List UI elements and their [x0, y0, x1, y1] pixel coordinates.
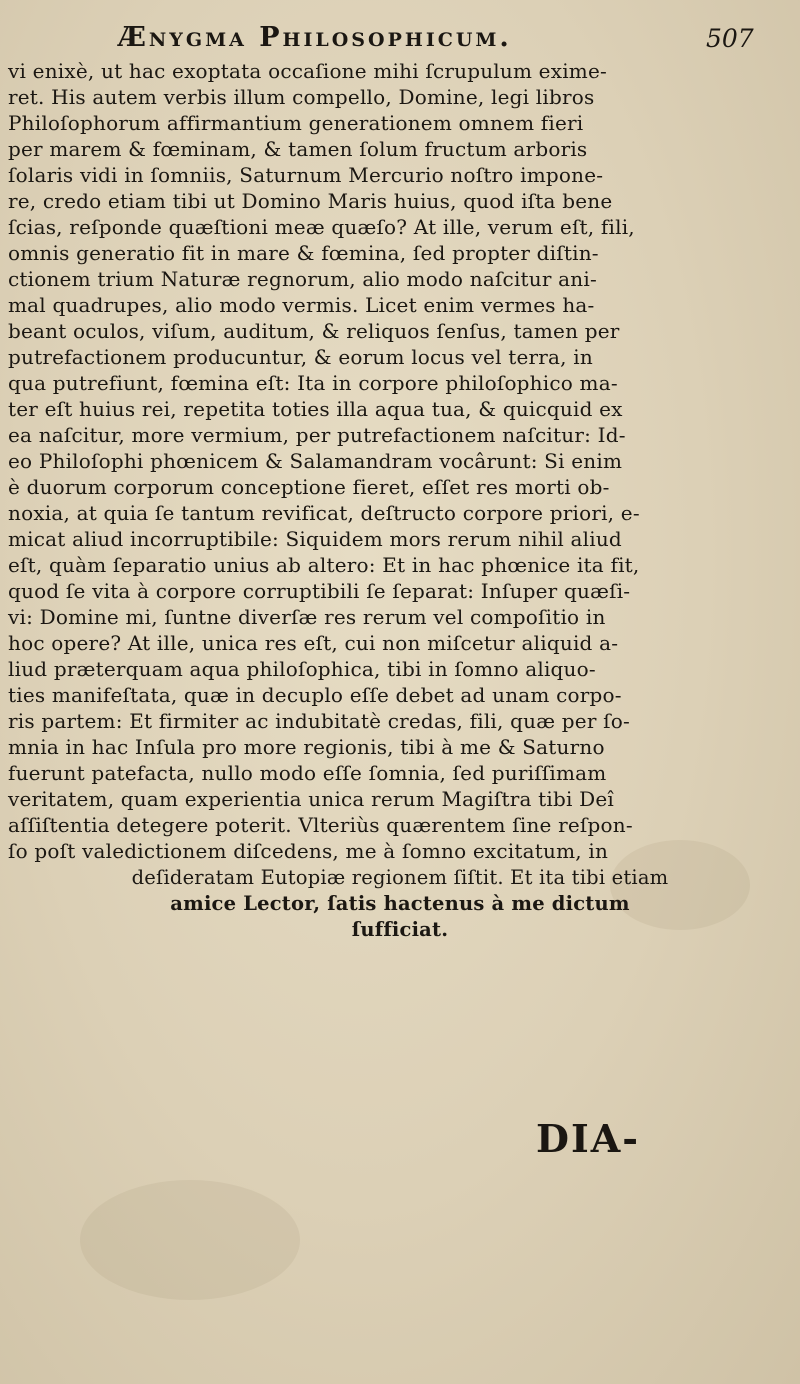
text-line: amice Lector, ſatis hactenus à me dictum	[170, 891, 630, 915]
text-line: ctionem trium Naturæ regnorum, alio modo naſcitur ani-	[8, 267, 597, 291]
text-line: vi enixè, ut hac exoptata occaſione mihi ſcrupulum exime-	[8, 59, 607, 83]
text-line: ea naſcitur, more vermium, per putrefactionem naſcitur: Id-	[8, 423, 626, 447]
text-line: mal quadrupes, alio modo vermis. Licet enim vermes ha-	[8, 293, 595, 317]
catchword: DIA-	[536, 1116, 640, 1161]
page-number: 507	[706, 24, 754, 53]
text-line: re, credo etiam tibi ut Domino Maris huius, quod iſta bene	[8, 189, 613, 213]
text-line: micat aliud incorruptibile: Siquidem mors rerum nihil aliud	[8, 527, 622, 551]
text-line: qua putrefiunt, fœmina eſt: Ita in corpore philoſophico ma-	[8, 371, 618, 395]
text-line: vi: Domine mi, ſuntne diverſæ res rerum vel compoſitio in	[8, 605, 606, 629]
text-line: deſideratam Eutopiæ regionem ſiſtit. Et ita tibi etiam	[131, 865, 669, 889]
text-line: ties manifeſtata, quæ in decuplo eſſe debet ad unam corpo-	[8, 683, 622, 707]
text-line: eſt, quàm ſeparatio unius ab altero: Et in hac phœnice ita fit,	[8, 553, 640, 577]
text-line: aſſiſtentia detegere poterit. Vlteriùs quærentem ſine reſpon-	[8, 813, 633, 837]
text-line: ſolaris vidi in ſomniis, Saturnum Mercurio noſtro impone-	[8, 163, 604, 187]
running-head: Ænygma Philosophicum.	[118, 22, 512, 53]
text-line: ris partem: Et firmiter ac indubitatè credas, fili, quæ per ſo-	[8, 709, 630, 733]
text-line: ſo poſt valedictionem diſcedens, me à ſomno excitatum, in	[8, 839, 609, 863]
text-line: putrefactionem producuntur, & eorum locus vel terra, in	[8, 345, 593, 369]
text-line: è duorum corporum conceptione fieret, eſſet res morti ob-	[8, 475, 610, 499]
page-header	[0, 20, 800, 60]
text-line: eo Philoſophi phœnicem & Salamandram vocârunt: Si enim	[8, 449, 623, 473]
text-line: per marem & fœminam, & tamen ſolum fructum arboris	[8, 137, 588, 161]
paper-stain	[80, 1180, 300, 1300]
text-line: liud præterquam aqua philoſophica, tibi in ſomno aliquo-	[8, 657, 596, 681]
text-line: ret. His autem verbis illum compello, Domine, legi libros	[8, 85, 595, 109]
text-line: hoc opere? At ille, unica res eſt, cui non miſcetur aliquid a-	[8, 631, 619, 655]
text-line: noxia, at quia ſe tantum revificat, deſtructo corpore priori, e-	[8, 501, 640, 525]
text-line: veritatem, quam experientia unica rerum Magiſtra tibi Deî	[8, 787, 615, 811]
text-line: beant oculos, viſum, auditum, & reliquos ſenſus, tamen per	[8, 319, 620, 343]
text-line: Philoſophorum affirmantium generationem omnem fieri	[8, 111, 584, 135]
text-line: quod ſe vita à corpore corruptibili ſe ſeparat: Inſuper quæſi-	[8, 579, 631, 603]
text-line: mnia in hac Inſula pro more regionis, tibi à me & Saturno	[8, 735, 605, 759]
text-line: fuerunt patefacta, nullo modo eſſe ſomnia, ſed puriſſimam	[8, 761, 607, 785]
text-line: omnis generatio fit in mare & fœmina, ſed propter diſtin-	[8, 241, 599, 265]
text-line: ſufficiat.	[351, 917, 449, 941]
text-line: ter eſt huius rei, repetita toties illa aqua tua, & quicquid ex	[8, 397, 623, 421]
text-line: ſcias, reſponde quæſtioni meæ quæſo? At ille, verum eſt, fili,	[8, 215, 635, 239]
